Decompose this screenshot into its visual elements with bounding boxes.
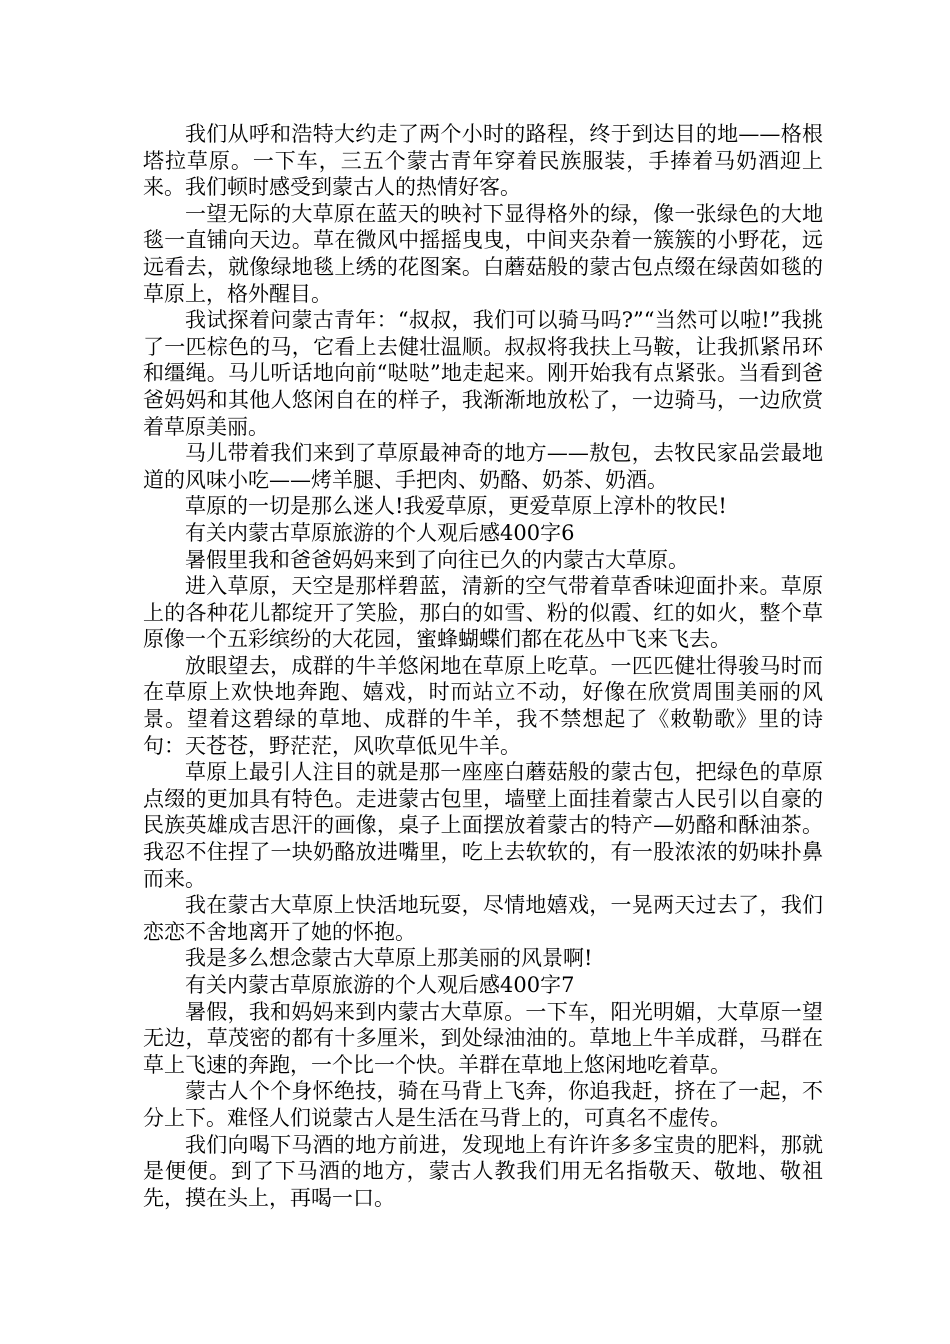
paragraph: 草原上最引人注目的就是那一座座白蘑菇般的蒙古包，把绿色的草原点缀的更加具有特色。走进蒙古包里，墙壁上面挂着蒙古人民引以自豪的民族英雄成吉思汗的画像，桌子上面摆放着蒙古的特产—奶酪和酥油茶。我忍不住捏了一块奶酪放进嘴里，吃上去软软的，有一股浓浓的奶味扑鼻而来。 bbox=[143, 760, 823, 891]
paragraph: 我们从呼和浩特大约走了两个小时的路程，终于到达目的地——格根塔拉草原。一下车，三五个蒙古青年穿着民族服装，手捧着马奶酒迎上来。我们顿时感受到蒙古人的热情好客。 bbox=[143, 122, 823, 200]
section-heading: 有关内蒙古草原旅游的个人观后感400字6 bbox=[185, 520, 575, 545]
paragraph: 进入草原，天空是那样碧蓝，清新的空气带着草香味迎面扑来。草原上的各种花儿都绽开了笑脸，那白的如雪、粉的似霞、红的如火，整个草原像一个五彩缤纷的大花园，蜜蜂蝴蝶们都在花丛中飞来飞去。 bbox=[143, 574, 823, 652]
paragraph: 我是多么想念蒙古大草原上那美丽的风景啊! bbox=[185, 946, 593, 971]
paragraph: 蒙古人个个身怀绝技，骑在马背上飞奔，你追我赶，挤在了一起，不分上下。难怪人们说蒙古人是生活在马背上的，可真名不虚传。 bbox=[143, 1079, 823, 1130]
paragraph: 暑假里我和爸爸妈妈来到了向往已久的内蒙古大草原。 bbox=[185, 547, 689, 572]
paragraph: 一望无际的大草原在蓝天的映衬下显得格外的绿，像一张绿色的大地毯一直铺向天边。草在微风中摇摇曳曳，中间夹杂着一簇簇的小野花，远远看去，就像绿地毯上绣的花图案。白蘑菇般的蒙古包点缀在绿茵如毯的草原上，格外醒目。 bbox=[143, 201, 823, 306]
paragraph: 放眼望去，成群的牛羊悠闲地在草原上吃草。一匹匹健壮得骏马时而在草原上欢快地奔跑、嬉戏，时而站立不动，好像在欣赏周围美丽的风景。望着这碧绿的草地、成群的牛羊，我不禁想起了《敕勒歌》里的诗句：天苍苍，野茫茫，风吹草低见牛羊。 bbox=[143, 653, 823, 758]
paragraph: 我试探着问蒙古青年：“叔叔，我们可以骑马吗?”“当然可以啦!”我挑了一匹棕色的马，它看上去健壮温顺。叔叔将我扶上马鞍，让我抓紧吊环和缰绳。马儿听话地向前“哒哒”地走起来。刚开始我有点紧张。当看到爸爸妈妈和其他人悠闲自在的样子，我渐渐地放松了，一边骑马，一边欣赏着草原美丽。 bbox=[143, 308, 823, 439]
paragraph: 我们向喝下马酒的地方前进，发现地上有许许多多宝贵的肥料，那就是便便。到了下马酒的地方，蒙古人教我们用无名指敬天、敬地、敬祖先，摸在头上，再喝一口。 bbox=[143, 1132, 823, 1210]
paragraph: 草原的一切是那么迷人!我爱草原，更爱草原上淳朴的牧民! bbox=[185, 494, 727, 519]
document-page bbox=[143, 121, 823, 1211]
section-heading: 有关内蒙古草原旅游的个人观后感400字7 bbox=[185, 973, 575, 997]
paragraph: 暑假，我和妈妈来到内蒙古大草原。一下车，阳光明媚，大草原一望无边，草茂密的都有十多厘米，到处绿油油的。草地上牛羊成群，马群在草上飞速的奔跑，一个比一个快。羊群在草地上悠闲地吃着草。 bbox=[143, 999, 823, 1077]
paragraph: 马儿带着我们来到了草原最神奇的地方——敖包，去牧民家品尝最地道的风味小吃——烤羊腿、手把肉、奶酪、奶茶、奶酒。 bbox=[143, 441, 823, 492]
paragraph: 我在蒙古大草原上快活地玩耍，尽情地嬉戏，一晃两天过去了，我们恋恋不舍地离开了她的怀抱。 bbox=[143, 893, 823, 944]
